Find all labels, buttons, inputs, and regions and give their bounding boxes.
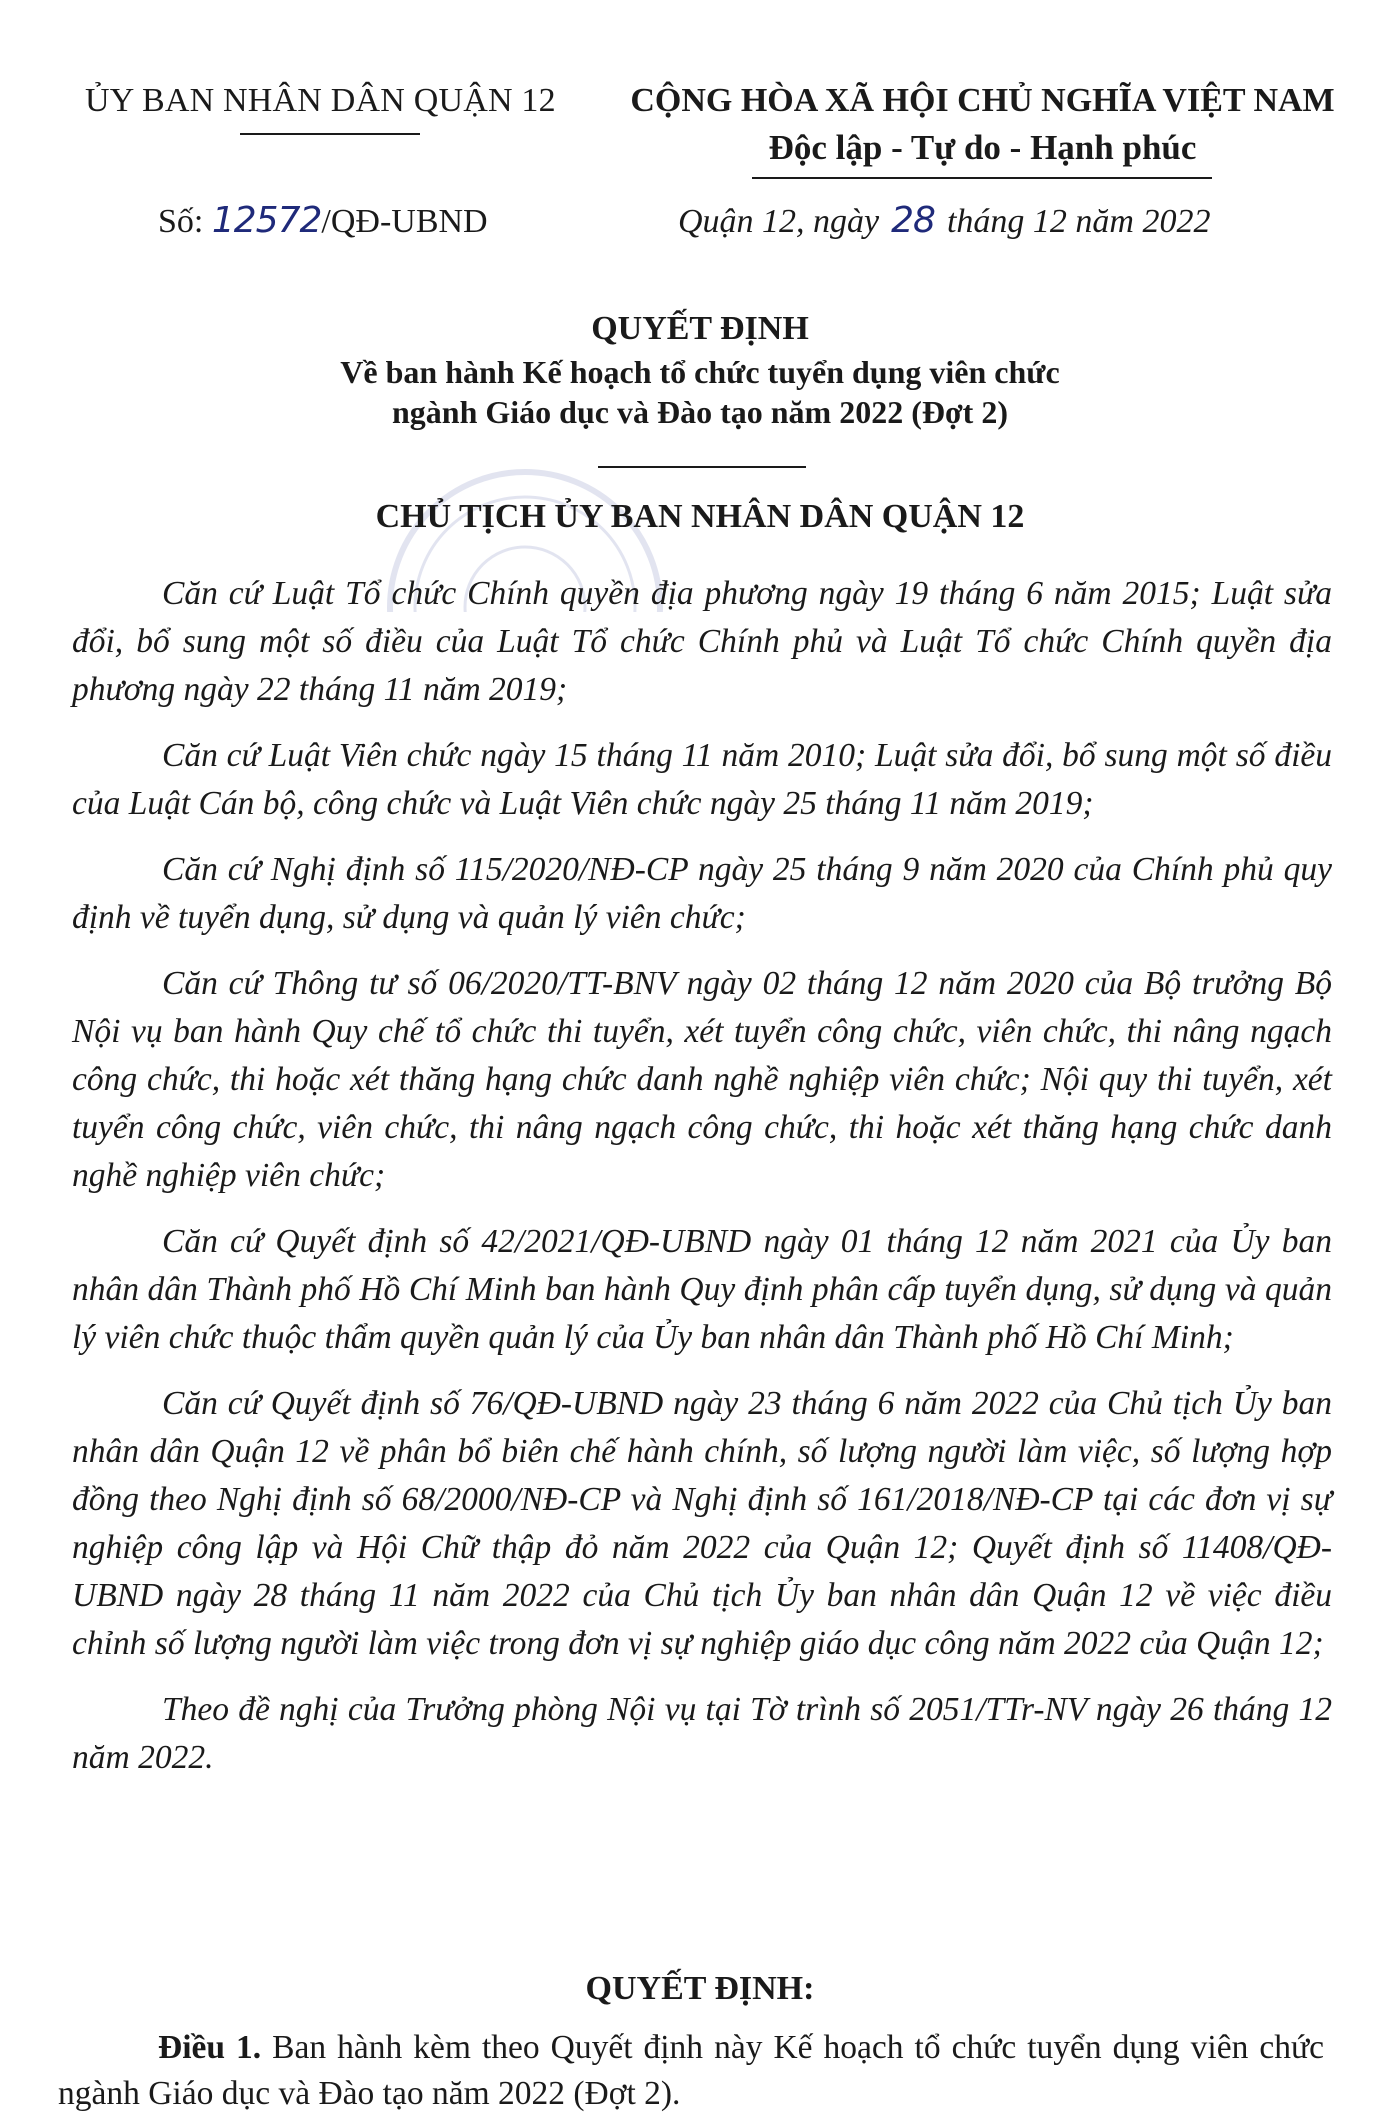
motto-underline	[752, 177, 1212, 179]
preamble-paragraph: Căn cứ Thông tư số 06/2020/TT-BNV ngày 02 tháng 12 năm 2020 của Bộ trưởng Bộ Nội vụ ban hành Quy chế tổ chức thi tuyển, xét tuyển công chức, viên chức, thi nâng ngạch công chức, thi hoặc xét thăng hạng chức danh nghề nghiệp viên chức; Nội quy thi tuyển, xét tuyển công chức, viên chức, thi nâng ngạch công chức, thi hoặc xét thăng hạng chức danh nghề nghiệp viên chức;	[72, 965, 1332, 1194]
handwritten-day: 28	[891, 200, 935, 241]
national-motto: Độc lập - Tự do - Hạnh phúc	[768, 128, 1197, 167]
place-date-prefix: Quận 12, ngày	[678, 203, 880, 240]
preamble-paragraph: Căn cứ Nghị định số 115/2020/NĐ-CP ngày 25 tháng 9 năm 2020 của Chính phủ quy định về tuyển dụng, sử dụng và quản lý viên chức;	[72, 851, 1332, 936]
article-1-text: Ban hành kèm theo Quyết định này Kế hoạch tổ chức tuyển dụng viên chức ngành Giáo dục và Đào tạo năm 2022 (Đợt 2).	[58, 2029, 1325, 2112]
preamble	[72, 570, 1332, 1800]
place-and-date	[678, 200, 1210, 241]
issuing-organization: ỦY BAN NHÂN DÂN QUẬN 12	[85, 82, 556, 119]
document-number	[158, 200, 488, 241]
issuing-authority: CHỦ TỊCH ỦY BAN NHÂN DÂN QUẬN 12	[375, 498, 1025, 535]
preamble-paragraph: Căn cứ Quyết định số 76/QĐ-UBND ngày 23 tháng 6 năm 2022 của Chủ tịch Ủy ban nhân dân Quận 12 về phân bổ biên chế hành chính, số lượng người làm việc, số lượng hợp đồng theo Nghị định số 68/2000/NĐ-CP và Nghị định số 161/2018/NĐ-CP tại các đơn vị sự nghiệp công lập và Hội Chữ thập đỏ năm 2022 của Quận 12; Quyết định số 11408/QĐ-UBND ngày 28 tháng 11 năm 2022 của Chủ tịch Ủy ban nhân dân Quận 12 về việc điều chỉnh số lượng người làm việc trong đơn vị sự nghiệp giáo dục công năm 2022 của Quận 12;	[72, 1385, 1332, 1662]
doc-number-suffix: /QĐ-UBND	[321, 203, 488, 240]
handwritten-doc-number: 12572	[211, 200, 322, 241]
preamble-paragraph: Theo đề nghị của Trưởng phòng Nội vụ tại Tờ trình số 2051/TTr-NV ngày 26 tháng 12 năm 2022.	[72, 1691, 1332, 1776]
preamble-paragraph: Căn cứ Luật Tổ chức Chính quyền địa phương ngày 19 tháng 6 năm 2015; Luật sửa đổi, bổ sung một số điều của Luật Tổ chức Chính phủ và Luật Tổ chức Chính quyền địa phương ngày 22 tháng 11 năm 2019;	[72, 575, 1332, 708]
place-date-suffix: tháng 12 năm 2022	[946, 203, 1211, 240]
article-1-label: Điều 1.	[158, 2029, 262, 2066]
title-line-2: ngành Giáo dục và Đào tạo năm 2022 (Đợt 2)	[392, 394, 1008, 430]
preamble-paragraph: Căn cứ Quyết định số 42/2021/QĐ-UBND ngày 01 tháng 12 năm 2021 của Ủy ban nhân dân Thành phố Hồ Chí Minh ban hành Quy định phân cấp tuyển dụng, sử dụng và quản lý viên chức thuộc thẩm quyền quản lý của Ủy ban nhân dân Thành phố Hồ Chí Minh;	[72, 1223, 1332, 1356]
article-1	[58, 2025, 1324, 2117]
title-heading: QUYẾT ĐỊNH	[591, 310, 809, 347]
preamble-paragraph: Căn cứ Luật Viên chức ngày 15 tháng 11 năm 2010; Luật sửa đổi, bổ sung một số điều của Luật Cán bộ, công chức và Luật Viên chức ngày 25 tháng 11 năm 2019;	[72, 737, 1332, 822]
nation-name: CỘNG HÒA XÃ HỘI CHỦ NGHĨA VIỆT NAM	[630, 82, 1335, 119]
org-underline	[240, 133, 420, 135]
decision-heading: QUYẾT ĐỊNH:	[585, 1970, 815, 2007]
doc-number-prefix: Số:	[158, 203, 204, 240]
title-line-1: Về ban hành Kế hoạch tổ chức tuyển dụng viên chức	[340, 354, 1060, 390]
national-header	[610, 82, 1355, 168]
document-title	[120, 306, 1280, 432]
